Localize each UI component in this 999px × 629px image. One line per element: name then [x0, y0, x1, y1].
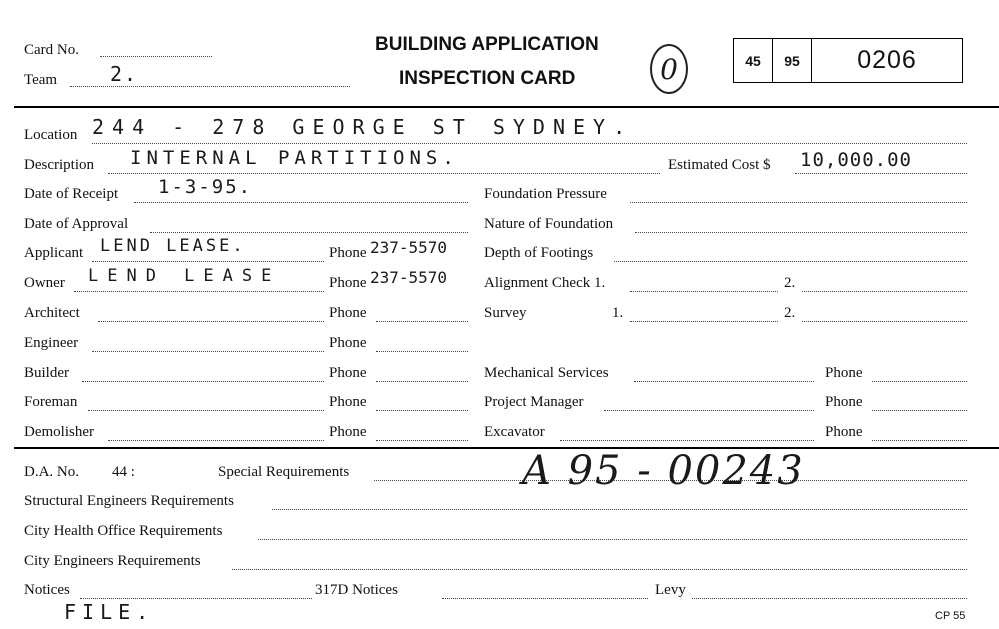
card-no-line: [100, 56, 212, 57]
builder-phone-line: [376, 381, 468, 382]
nature-foundation-line: [635, 232, 967, 233]
applicant-phone-value: 237-5570: [370, 238, 448, 257]
code-box-2: 95: [772, 38, 812, 83]
engineer-phone-label: Phone: [329, 335, 367, 351]
owner-value: LEND LEASE: [88, 266, 281, 286]
demolisher-phone-label: Phone: [329, 424, 367, 440]
description-value: INTERNAL PARTITIONS.: [130, 147, 459, 169]
date-approval-line: [150, 232, 468, 233]
excavator-line: [560, 440, 814, 441]
demolisher-phone-line: [376, 440, 468, 441]
depth-footings-label: Depth of Footings: [484, 245, 594, 261]
engineer-label: Engineer: [24, 335, 79, 351]
location-line: [92, 143, 967, 144]
notices-317d-label: 317D Notices: [315, 582, 398, 598]
card-number-box: 0206: [811, 38, 963, 83]
city-health-label: City Health Office Requirements: [24, 523, 223, 539]
survey-1-label: 1.: [612, 305, 624, 321]
code-box-1: 45: [733, 38, 773, 83]
estimated-cost-label: Estimated Cost $: [668, 157, 771, 173]
excavator-phone-line: [872, 440, 967, 441]
architect-phone-line: [376, 321, 468, 322]
survey-2-line: [802, 321, 967, 322]
description-label: Description: [24, 157, 94, 173]
date-receipt-label: Date of Receipt: [24, 186, 119, 202]
notices-label: Notices: [24, 582, 70, 598]
project-manager-phone-line: [872, 410, 967, 411]
foreman-line: [88, 410, 324, 411]
alignment-2-line: [802, 291, 967, 292]
engineer-phone-line: [376, 351, 468, 352]
description-line: [108, 173, 660, 174]
applicant-value: LEND LEASE.: [100, 236, 246, 256]
project-manager-label: Project Manager: [484, 394, 584, 410]
levy-label: Levy: [655, 582, 686, 598]
applicant-label: Applicant: [24, 245, 84, 261]
special-requirements-label: Special Requirements: [218, 464, 350, 480]
alignment-2-label: 2.: [784, 275, 796, 291]
owner-phone-label: Phone: [329, 275, 367, 291]
city-health-line: [258, 539, 967, 540]
project-manager-line: [604, 410, 814, 411]
form-title-line2: INSPECTION CARD: [399, 68, 576, 89]
mechanical-services-line: [634, 381, 814, 382]
da-no-label: D.A. No.: [24, 464, 79, 480]
applicant-phone-label: Phone: [329, 245, 367, 261]
survey-2-label: 2.: [784, 305, 796, 321]
foreman-label: Foreman: [24, 394, 78, 410]
owner-phone-value: 237-5570: [370, 268, 448, 287]
builder-label: Builder: [24, 365, 69, 381]
notices-317d-line: [442, 598, 648, 599]
location-label: Location: [24, 127, 78, 143]
form-title-line1: BUILDING APPLICATION: [375, 34, 599, 55]
estimated-cost-value: 10,000.00: [800, 149, 912, 171]
notices-line: [80, 598, 312, 599]
form-code: CP 55: [935, 610, 966, 622]
team-value: 2.: [110, 62, 139, 86]
survey-label: Survey: [484, 305, 527, 321]
owner-label: Owner: [24, 275, 65, 291]
circled-mark: 0: [650, 44, 688, 94]
mechanical-services-label: Mechanical Services: [484, 365, 609, 381]
depth-footings-line: [614, 261, 967, 262]
file-annotation: FILE.: [64, 600, 155, 624]
da-no-value: 44 :: [112, 464, 135, 480]
city-engineers-line: [232, 569, 967, 570]
city-engineers-label: City Engineers Requirements: [24, 553, 201, 569]
demolisher-line: [108, 440, 324, 441]
engineer-line: [92, 351, 324, 352]
date-receipt-value: 1-3-95.: [158, 176, 253, 198]
foreman-phone-label: Phone: [329, 394, 367, 410]
middle-divider: [14, 447, 999, 449]
structural-engineers-label: Structural Engineers Requirements: [24, 493, 234, 509]
architect-label: Architect: [24, 305, 80, 321]
special-requirements-value: A 95 - 00243: [522, 448, 805, 494]
excavator-label: Excavator: [484, 424, 545, 440]
header-divider: [14, 106, 999, 108]
team-label: Team: [24, 72, 58, 88]
architect-phone-label: Phone: [329, 305, 367, 321]
estimated-cost-line: [795, 173, 967, 174]
architect-line: [98, 321, 324, 322]
survey-1-line: [630, 321, 778, 322]
structural-engineers-line: [272, 509, 967, 510]
demolisher-label: Demolisher: [24, 424, 94, 440]
mechanical-phone-label: Phone: [825, 365, 863, 381]
builder-line: [82, 381, 324, 382]
project-manager-phone-label: Phone: [825, 394, 863, 410]
location-value: 244 - 278 GEORGE ST SYDNEY.: [92, 115, 634, 139]
card-no-label: Card No.: [24, 42, 79, 58]
owner-line: [74, 291, 324, 292]
date-receipt-line: [134, 202, 468, 203]
foundation-pressure-label: Foundation Pressure: [484, 186, 607, 202]
builder-phone-label: Phone: [329, 365, 367, 381]
alignment-1-line: [630, 291, 778, 292]
levy-line: [692, 598, 967, 599]
excavator-phone-label: Phone: [825, 424, 863, 440]
foundation-pressure-line: [630, 202, 967, 203]
foreman-phone-line: [376, 410, 468, 411]
date-approval-label: Date of Approval: [24, 216, 129, 232]
alignment-check-label: Alignment Check 1.: [484, 275, 606, 291]
mechanical-phone-line: [872, 381, 967, 382]
nature-foundation-label: Nature of Foundation: [484, 216, 614, 232]
applicant-line: [92, 261, 324, 262]
team-line: [70, 86, 350, 87]
